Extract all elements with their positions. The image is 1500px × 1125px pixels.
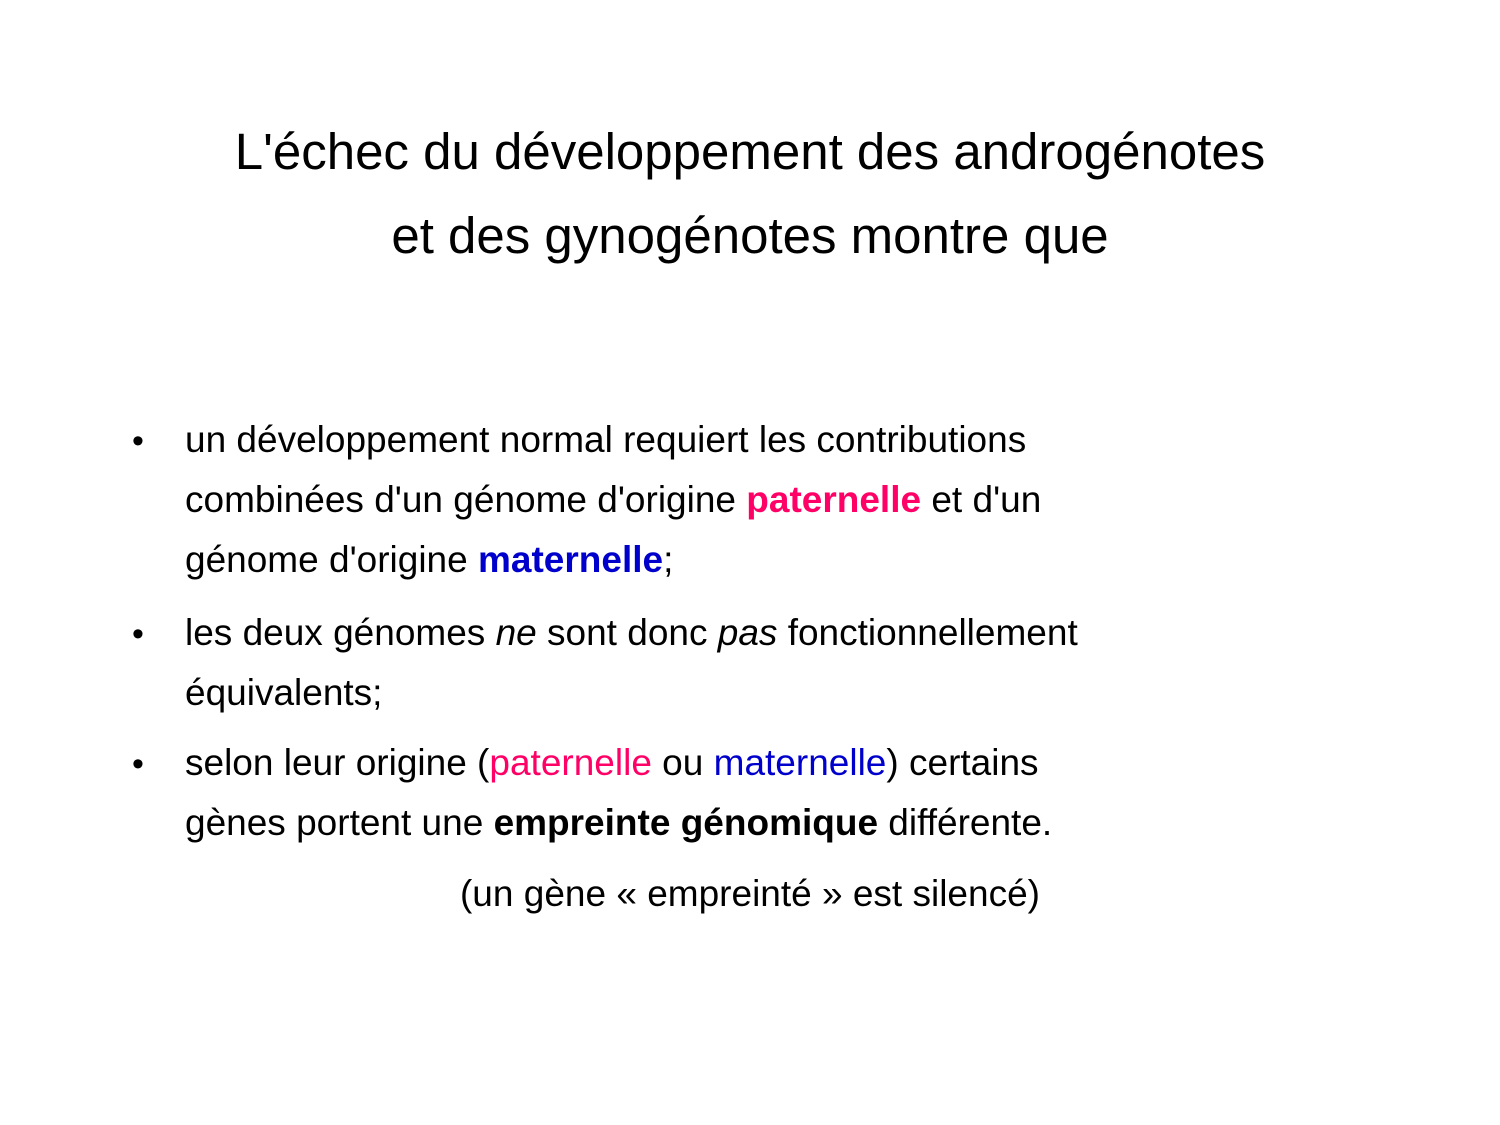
maternal-word: maternelle — [713, 742, 887, 783]
bullet-icon: • — [132, 615, 144, 653]
bullet-1-line-1: un développement normal requiert les contributions — [185, 419, 1027, 460]
text: combinées d'un génome d'origine — [185, 479, 747, 520]
bullet-3-line-1 — [185, 742, 1039, 784]
text: les deux génomes — [185, 612, 496, 653]
text: gènes portent une — [185, 802, 494, 843]
bullet-icon: • — [132, 422, 144, 460]
text: et d'un — [921, 479, 1042, 520]
bullet-1-line-3 — [185, 539, 673, 581]
paternal-highlight: paternelle — [746, 479, 922, 520]
bullet-1-line-2 — [185, 479, 1041, 521]
bullet-3-line-2 — [185, 802, 1052, 844]
bullet-2-line-2: équivalents; — [185, 672, 383, 713]
text: génome d'origine — [185, 539, 478, 580]
maternal-highlight: maternelle — [477, 539, 664, 580]
emphasis: ne — [495, 612, 537, 653]
slide-title-line-2: et des gynogénotes montre que — [391, 207, 1109, 264]
text: selon leur origine ( — [185, 742, 490, 783]
text: ) certains — [886, 742, 1039, 783]
bullet-icon: • — [132, 745, 144, 783]
emphasis: pas — [717, 612, 778, 653]
footnote: (un gène « empreinté » est silencé) — [459, 873, 1040, 914]
paternal-word: paternelle — [489, 742, 652, 783]
text: sont donc — [536, 612, 718, 653]
bullet-2-line-1 — [185, 612, 1078, 654]
slide-title-line-1: L'échec du développement des androgénotes — [234, 123, 1266, 180]
text: fonctionnellement — [777, 612, 1078, 653]
text: différente. — [878, 802, 1053, 843]
bold-term: empreinte génomique — [493, 802, 879, 843]
text: ; — [663, 539, 674, 580]
text: ou — [651, 742, 714, 783]
